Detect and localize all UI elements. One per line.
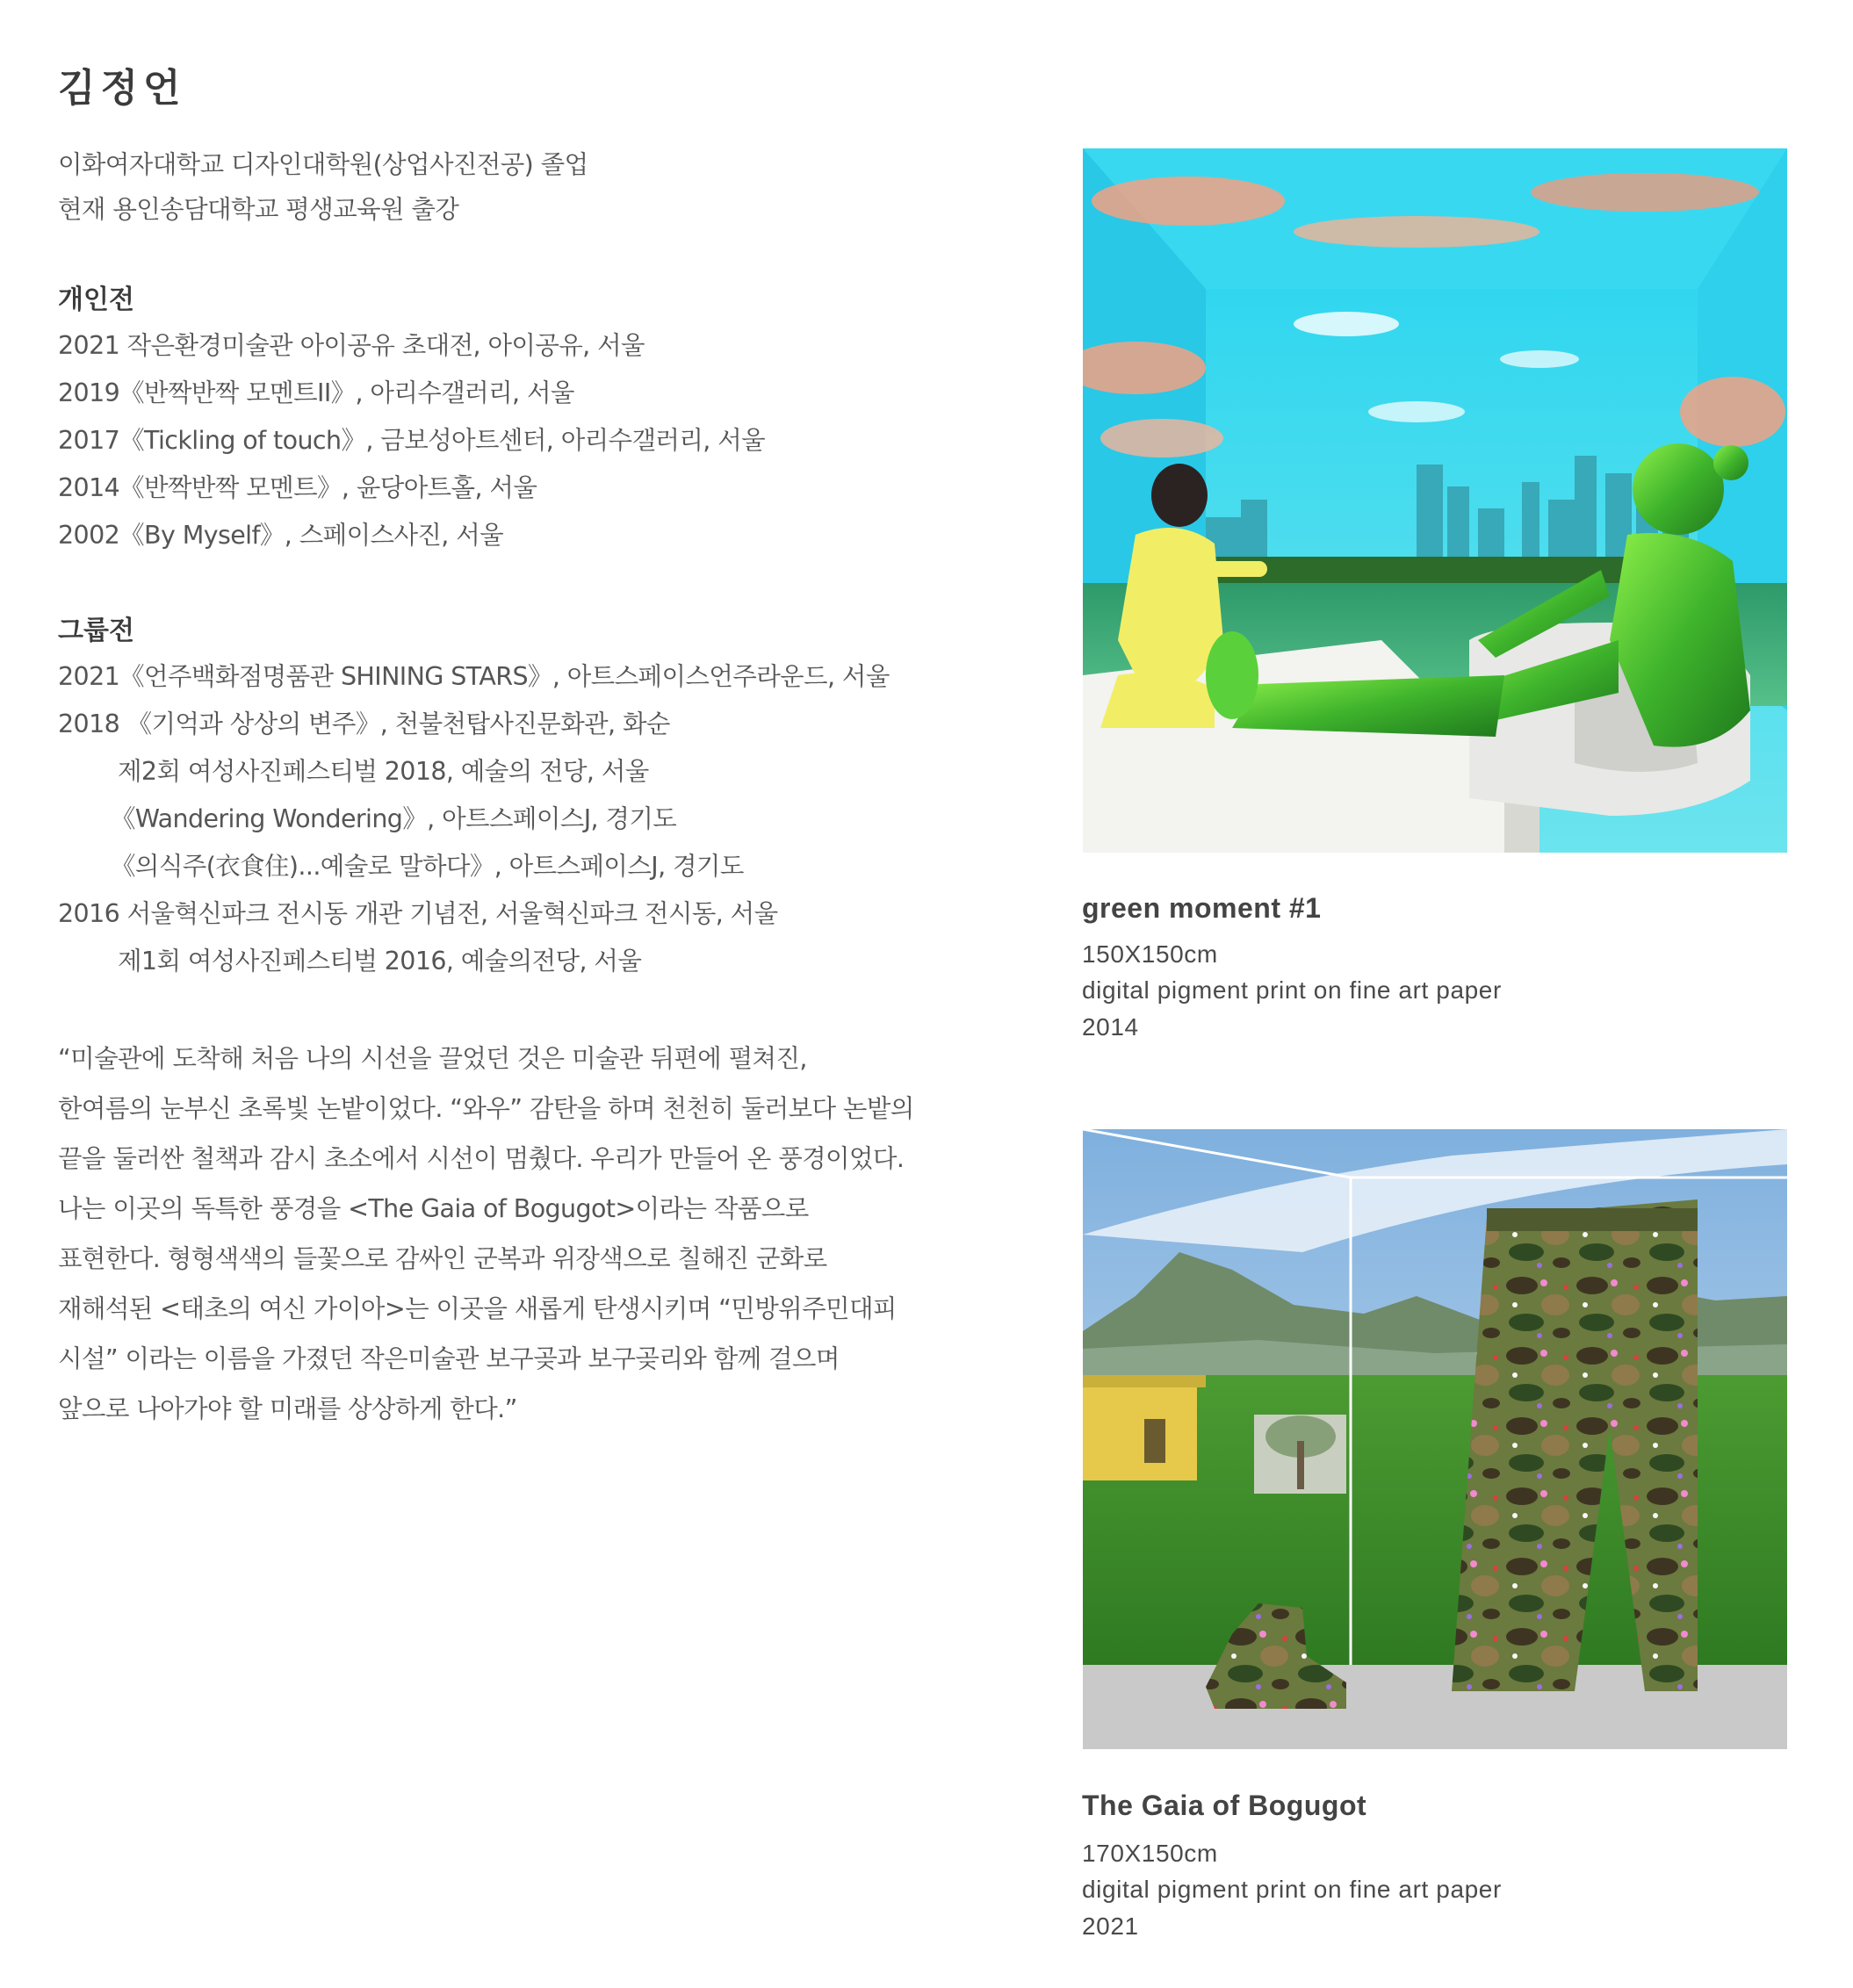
group-item: 제2회 여성사진페스티벌 2018, 예술의 전당, 서울 xyxy=(118,757,649,786)
artwork-size: 150X150cm xyxy=(1082,940,1218,968)
artwork-year: 2014 xyxy=(1082,1013,1139,1041)
solo-exhibitions-heading: 개인전 xyxy=(58,285,134,315)
group-item: 2016 서울혁신파크 전시동 개관 기념전, 서울혁신파크 전시동, 서울 xyxy=(58,899,778,928)
statement-line: 시설” 이라는 이름을 가졌던 작은미술관 보구곶과 보구곶리와 함께 걸으며 xyxy=(58,1344,840,1373)
current-position-text: 현재 용인송담대학교 평생교육원 출강 xyxy=(58,195,459,224)
artwork-image-gaia-of-bogugot xyxy=(1083,1129,1787,1749)
group-item: 제1회 여성사진페스티벌 2016, 예술의전당, 서울 xyxy=(118,947,642,976)
group-item: 《Wandering Wondering》, 아트스페이스J, 경기도 xyxy=(111,804,677,833)
artwork-year: 2021 xyxy=(1082,1912,1139,1940)
education-text: 이화여자대학교 디자인대학원(상업사진전공) 졸업 xyxy=(58,150,588,179)
statement-line: 표현한다. 형형색색의 들꽃으로 감싸인 군복과 위장색으로 칠해진 군화로 xyxy=(58,1244,827,1273)
artwork-medium: digital pigment print on fine art paper xyxy=(1082,976,1502,1004)
statement-line: 나는 이곳의 독특한 풍경을 <The Gaia of Bogugot>이라는 작품으로 xyxy=(58,1194,809,1223)
artwork-size: 170X150cm xyxy=(1082,1840,1218,1867)
group-item: 2018 《기억과 상상의 변주》, 천불천탑사진문화관, 화순 xyxy=(58,709,670,738)
solo-item: 2017《Tickling of touch》, 금보성아트센터, 아리수갤러리, 서울 xyxy=(58,426,766,455)
solo-item: 2021 작은환경미술관 아이공유 초대전, 아이공유, 서울 xyxy=(58,331,645,360)
solo-item: 2019《반짝반짝 모멘트II》, 아리수갤러리, 서울 xyxy=(58,378,574,407)
artwork-title: The Gaia of Bogugot xyxy=(1082,1790,1367,1821)
statement-line: 한여름의 눈부신 초록빛 논밭이었다. “와우” 감탄을 하며 천천히 둘러보다 논밭의 xyxy=(58,1094,914,1123)
artwork-title: green moment #1 xyxy=(1082,892,1322,924)
artwork-medium: digital pigment print on fine art paper xyxy=(1082,1876,1502,1903)
group-item: 2021《언주백화점명품관 SHINING STARS》, 아트스페이스언주라운드, 서울 xyxy=(58,662,890,691)
statement-line: 앞으로 나아가야 할 미래를 상상하게 한다.” xyxy=(58,1394,517,1423)
statement-line: “미술관에 도착해 처음 나의 시선을 끌었던 것은 미술관 뒤편에 펼쳐진, xyxy=(58,1044,807,1073)
group-exhibitions-heading: 그룹전 xyxy=(58,616,134,646)
statement-line: 재해석된 <태초의 여신 가이아>는 이곳을 새롭게 탄생시키며 “민방위주민대피 xyxy=(58,1294,897,1323)
solo-item: 2002《By Myself》, 스페이스사진, 서울 xyxy=(58,521,504,550)
solo-item: 2014《반짝반짝 모멘트》, 윤당아트홀, 서울 xyxy=(58,473,537,502)
artist-name: 김정언 xyxy=(58,66,186,111)
statement-line: 끝을 둘러싼 철책과 감시 초소에서 시선이 멈췄다. 우리가 만들어 온 풍경이었다. xyxy=(58,1144,905,1173)
artwork-image-green-moment xyxy=(1083,148,1787,853)
group-item: 《의식주(衣食住)...예술로 말하다》, 아트스페이스J, 경기도 xyxy=(111,852,744,881)
